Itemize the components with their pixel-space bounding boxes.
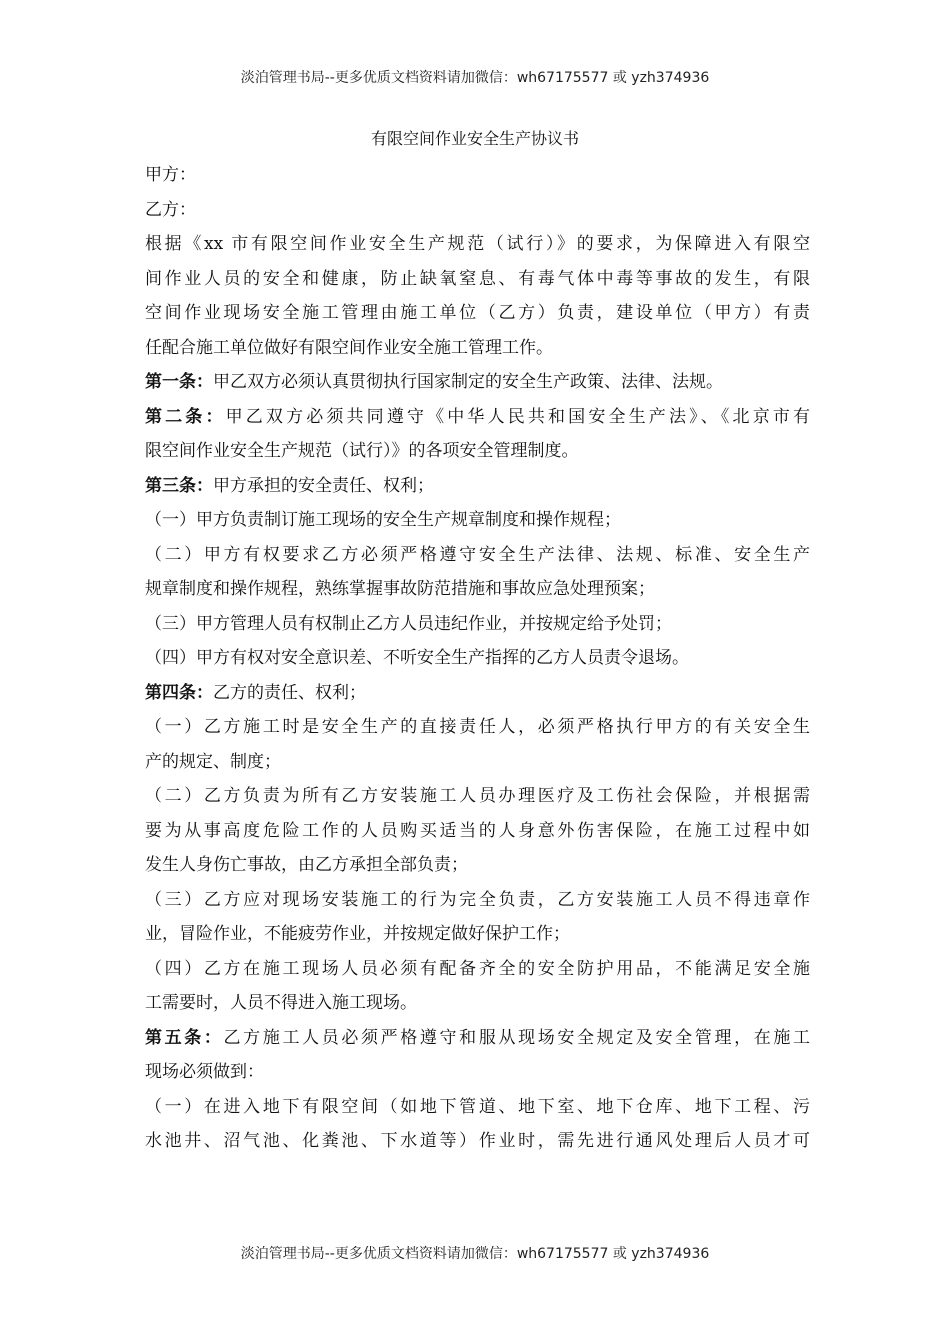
body-line-text: （一）在进入地下有限空间（如地下管道、地下室、地下仓库、地下工程、污 <box>145 1096 810 1117</box>
body-line <box>145 607 810 642</box>
body-line <box>145 1124 810 1159</box>
body-line-text: 限空间作业安全生产规范（试行）》的各项安全管理制度。 <box>145 441 579 461</box>
body-line-text: 间作业人员的安全和健康，防止缺氧窒息、有毒气体中毒等事故的发生，有限 <box>145 268 810 289</box>
body-line <box>145 365 810 400</box>
body-line <box>145 641 810 676</box>
body-line-text: 任配合施工单位做好有限空间作业安全施工管理工作。 <box>145 337 553 358</box>
page-header: 淡泊管理书局--更多优质文档资料请加微信：wh67175577 或 yzh374936 <box>240 70 710 86</box>
body-line-text: （四）乙方在施工现场人员必须有配备齐全的安全防护用品，不能满足安全施 <box>145 958 810 979</box>
body-line <box>145 814 810 849</box>
article-label: 第五条： <box>145 1027 224 1048</box>
body-line <box>145 538 810 573</box>
body-line <box>145 952 810 987</box>
body-line-text: 现场必须做到： <box>145 1062 264 1082</box>
body-line-text: 根据《xx 市有限空间作业安全生产规范（试行）》的要求，为保障进入有限空 <box>145 234 810 254</box>
body-line-text: 乙方： <box>145 199 196 220</box>
body-line-text: 产的规定、制度； <box>145 751 281 772</box>
body-line-text: 工需要时，人员不得进入施工现场。 <box>145 993 417 1013</box>
body-line-text: 甲方承担的安全责任、权利； <box>213 475 434 496</box>
body-line <box>145 193 810 228</box>
body-line <box>145 1055 810 1090</box>
body-line <box>145 883 810 918</box>
body-line-text: 甲乙双方必须共同遵守《中华人民共和国安全生产法》、《北京市有 <box>225 406 810 427</box>
body-line-text: （二）甲方有权要求乙方必须严格遵守安全生产法律、法规、标准、安全生产 <box>145 544 810 565</box>
body-line <box>145 434 810 469</box>
page-footer: 淡泊管理书局--更多优质文档资料请加微信：wh67175577 或 yzh374936 <box>240 1246 710 1262</box>
body-line <box>145 331 810 366</box>
body-line-text: 甲方： <box>145 165 196 185</box>
article-label: 第一条： <box>145 372 213 392</box>
body-line-text: 规章制度和操作规程，熟练掌握事故防范措施和事故应急处理预案； <box>145 579 655 599</box>
body-line <box>145 1021 810 1056</box>
body-line-text: 乙方施工人员必须严格遵守和服从现场安全规定及安全管理，在施工 <box>223 1027 810 1048</box>
body-line <box>145 296 810 331</box>
body-line-text: 发生人身伤亡事故，由乙方承担全部负责； <box>145 855 468 875</box>
body-line <box>145 262 810 297</box>
body-line-text: 乙方的责任、权利； <box>213 682 366 703</box>
body-line-text: 水池井、沼气池、化粪池、下水道等）作业时，需先进行通风处理后人员才可 <box>145 1131 810 1151</box>
article-label: 第二条： <box>145 406 226 427</box>
body-line <box>145 710 810 745</box>
document-title: 有限空间作业安全生产协议书 <box>370 129 579 148</box>
body-line <box>145 469 810 504</box>
body-line <box>145 1090 810 1125</box>
body-line <box>145 158 810 193</box>
body-line <box>145 917 810 952</box>
body-line-text: 要为从事高度危险工作的人员购买适当的人身意外伤害保险，在施工过程中如 <box>145 820 810 841</box>
body-line <box>145 676 810 711</box>
body-line-text: 空间作业现场安全施工管理由施工单位（乙方）负责，建设单位（甲方）有责 <box>145 303 810 323</box>
body-line-text: 甲乙双方必须认真贯彻执行国家制定的安全生产政策、法律、法规。 <box>213 372 723 392</box>
body-line-text: （二）乙方负责为所有乙方安装施工人员办理医疗及工伤社会保险，并根据需 <box>145 786 810 806</box>
body-line <box>145 745 810 780</box>
body-line <box>145 503 810 538</box>
body-line <box>145 779 810 814</box>
body-line-text: （三）乙方应对现场安装施工的行为完全负责，乙方安装施工人员不得违章作 <box>145 889 810 910</box>
body-line <box>145 572 810 607</box>
body-line-text: 业，冒险作业，不能疲劳作业，并按规定做好保护工作； <box>145 924 570 944</box>
body-line-text: （三）甲方管理人员有权制止乙方人员违纪作业，并按规定给予处罚； <box>145 613 672 634</box>
body-line-text: （四）甲方有权对安全意识差、不听安全生产指挥的乙方人员责令退场。 <box>145 648 689 668</box>
body-line <box>145 986 810 1021</box>
article-label: 第三条： <box>145 475 213 496</box>
body-line <box>145 227 810 262</box>
document-body <box>145 158 810 1159</box>
body-line <box>145 400 810 435</box>
body-line-text: （一）乙方施工时是安全生产的直接责任人，必须严格执行甲方的有关安全生 <box>145 717 810 737</box>
body-line <box>145 848 810 883</box>
article-label: 第四条： <box>145 682 213 703</box>
body-line-text: （一）甲方负责制订施工现场的安全生产规章制度和操作规程； <box>145 510 621 530</box>
